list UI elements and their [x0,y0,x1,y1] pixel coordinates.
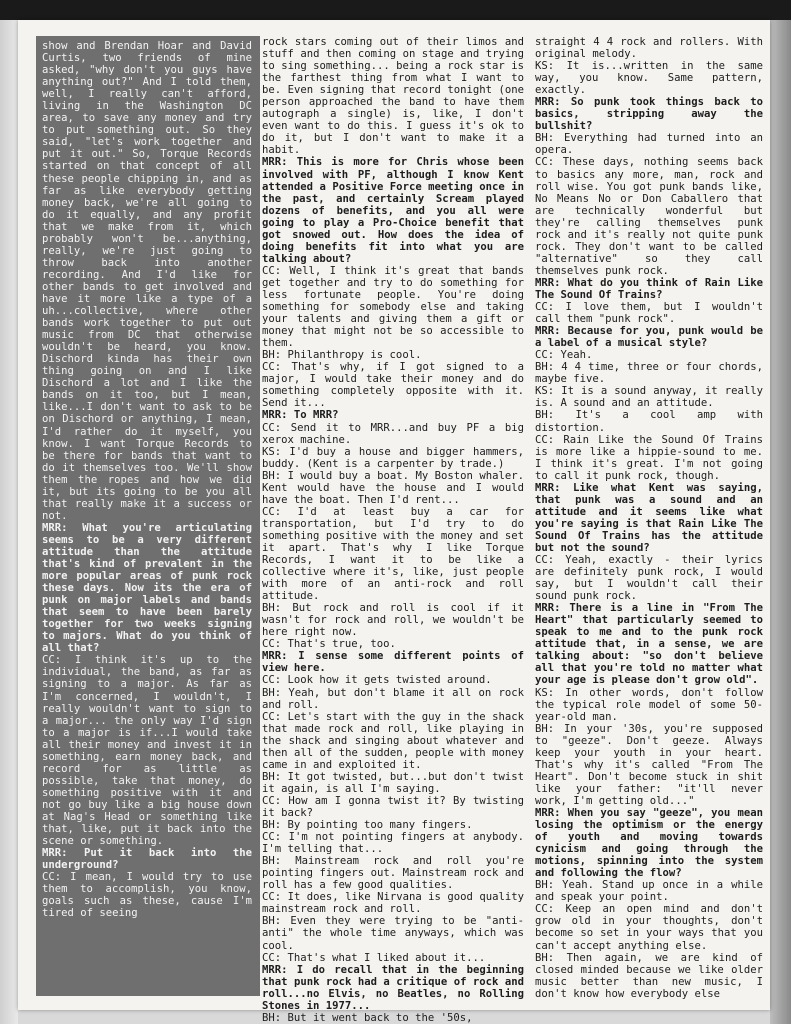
interview-answer: CC: I mean, I would try to use them to accomplish, you know, goals such as these, cause I'm tired of seeing [42,871,252,920]
text-column-3 [535,36,763,1000]
interview-answer: BH: Then again, we are kind of closed minded because we like older music better than new music, I don't know how everybody else [535,951,763,1000]
interview-answer: CC: Yeah, exactly - their lyrics are definitely punk rock, I would say, but I wouldn't call their sound punk rock. [535,554,763,603]
interview-answer: rock stars coming out of their limos and stuff and then coming on stage and trying to sing something... being a rock star is the farthest thing from what I want to be. Even signing that record tonight (one person approached the band to have them autograph a single) is, like, I don't even want to do this. I guess it's ok to do it, but I don't want to make it a habit. [262,36,524,157]
interview-answer: KS: I'd buy a house and bigger hammers, buddy. (Kent is a carpenter by trade.) [262,445,524,470]
interview-answer: BH: Yeah, but don't blame it all on rock and roll. [262,686,524,711]
interview-answer: CC: Rain Like the Sound Of Trains is more like a hippie-sound to me. I think it's great. I'm not going to call it punk rock, though. [535,433,763,482]
interview-answer: CC: Let's start with the guy in the shack that made rock and roll, like playing in the shack and singing about whatever and then all of the sudden, people with money came in and exploited it. [262,710,524,771]
page-edge [770,20,791,1024]
text-column-1 [36,36,260,996]
interview-answer: KS: It is a sound anyway, it really is. A sound and an attitude. [535,385,763,410]
interview-answer: CC: I love them, but I wouldn't call them "punk rock". [535,301,763,326]
interview-answer: CC: Send it to MRR...and buy PF a big xerox machine. [262,421,524,446]
interview-question: MRR: What you're articulating seems to be a very different attitude than the attitude that's kind of prevalent in the more popular areas of punk rock these days. Now its the era of punk on major labels and bands that seem to have been barely together for two weeks signing to majors. What do you think of all that? [42,521,252,655]
interview-answer: BH: 4 4 time, three or four chords, maybe five. [535,361,763,386]
page-spine [0,20,18,1024]
interview-answer: CC: Well, I think it's great that bands get together and try to do something for less fortunate people. You're doing something for somebody else and taking your talents and giving them a gift or money that might not be so accessible to them. [262,264,524,350]
interview-answer: BH: Philanthropy is cool. [262,349,422,362]
interview-answer: BH: It got twisted, but...but don't twist it again, is all I'm saying. [262,770,524,795]
interview-answer: BH: In your '30s, you're supposed to "geeze". Don't geeze. Always keep your youth in your heart. That's why it's called "From The Heart". Don't become stuck in shit like your father: "it'll never work, I'm getting old..." [535,722,763,807]
interview-answer: CC: That's why, if I got signed to a major, I would take their money and do something completely opposite with it. Send it... [262,361,524,410]
text-column-2 [262,36,524,1024]
interview-answer: BH: By pointing too many fingers. [262,819,473,832]
interview-question: MRR: This is more for Chris whose been involved with PF, although I know Kent attended a Positive Force meeting once in the past, and certainly Scream played dozens of benefits, and you all were going to play a Pro-Choice benefit that got snowed out. How does the idea of doing benefits fit into what you are talking about? [262,156,524,265]
interview-question: MRR: I do recall that in the beginning that punk rock had a critique of rock and roll...no Elvis, no Beatles, no Rolling Stones in 1977... [262,963,524,1012]
interview-answer: BH: Even they were trying to be "anti-anti" the whole time anyways, which was cool. [262,915,524,952]
interview-question: MRR: Put it back into the underground? [42,847,252,872]
interview-answer: CC: How am I gonna twist it? By twisting it back? [262,794,524,819]
interview-question: MRR: Because for you, punk would be a label of a musical style? [535,325,763,350]
interview-answer: CC: It does, like Nirvana is good quality mainstream rock and roll. [262,891,524,916]
interview-question: MRR: I sense some different points of view here. [262,650,524,675]
interview-answer: CC: These days, nothing seems back to basics any more, man, rock and roll wise. You got punk bands like, No Means No or Don Caballero that are technically wonderful but they're calling themselves punk rock and it's really not quite punk rock. They don't want to be called "alternative" so they call themselves punk rock. [535,156,763,277]
interview-answer: BH: Mainstream rock and roll you're pointing fingers out. Mainstream rock and roll has a few good qualities. [262,855,524,892]
interview-answer: CC: Yeah. [535,349,593,362]
interview-answer: CC: Keep an open mind and don't grow old in your thoughts, don't become so set in your ways that you can't accept anything else. [535,903,763,952]
interview-answer: CC: I'm not pointing fingers at anybody. I'm telling that... [262,831,524,856]
interview-answer: CC: That's true, too. [262,638,396,651]
interview-answer: KS: It is...written in the same way, you know. Same pattern, exactly. [535,60,763,97]
interview-answer: CC: Look how it gets twisted around. [262,674,492,687]
interview-question: MRR: There is a line in "From The Heart" that particularly seemed to speak to me and to the punk rock attitude that, in a sense, we are talking about: "so don't believe all that you're told no matter what your age is please don't grow old". [535,602,763,687]
interview-question: MRR: When you say "geeze", you mean losing the optimism or the energy of youth and moving towards cynicism and going through the motions, spinning into the system and following the flow? [535,807,763,880]
interview-question: MRR: What do you think of Rain Like The Sound Of Trains? [535,276,763,301]
interview-answer: CC: That's what I liked about it... [262,951,486,964]
interview-answer: BH: I would buy a boat. My Boston whaler. Kent would have the house and I would have the boat. Then I'd rent... [262,469,524,506]
interview-answer: KS: In other words, don't follow the typical role model of some 50-year-old man. [535,686,763,723]
interview-answer: straight 4 4 rock and rollers. With original melody. [535,36,763,61]
scan-top-band [0,0,791,20]
interview-answer: BH: But rock and roll is cool if it wasn't for rock and roll, we wouldn't be here right now. [262,602,524,639]
interview-answer: BH: But it went back to the '50s, [262,1011,473,1024]
interview-question: MRR: So punk took things back to basics, stripping away the bullshit? [535,96,763,133]
interview-answer: show and Brendan Hoar and David Curtis, two friends of mine asked, "why don't you guys have anything out?" And I told them, well, I really can't afford, living in the Washington DC area, to save any money and try to put something out. So they said, "let's work together and put it out." So, Torque Records started on that concept of all these people chipping in, and as far as like everybody getting money back, we're all going to do it equally, and any profit that we make from it, which probably won't be...anything, really, we're just going to throw back into another recording. And I'd like for other bands to get involved and have it more like a type of a uh...collective, where other bands work together to put out music from DC that otherwise wouldn't be heard, you know. Dischord kinda has their own thing going on and I like Dischord a lot and I like the bands on it too, but I mean, like...I don't want to ask to be on Dischord or anything, I mean, I'd rather do it myself, you know. I want Torque Records to be there for bands that want to do it themselves too. We'll show them the ropes and how we did it, but its going to be you all that really make it a success or not. [42,40,252,522]
interview-question: MRR: Like what Kent was saying, that punk was a sound and an attitude and it seems like what you're saying is that Rain Like The Sound Of Trains has the attitude but not the sound? [535,481,763,554]
interview-question: MRR: To MRR? [262,409,339,422]
interview-answer: BH: Everything had turned into an opera. [535,132,763,157]
interview-answer: BH: Yeah. Stand up once in a while and speak your point. [535,879,763,904]
interview-answer: BH: It's a cool amp with distortion. [535,409,763,434]
interview-answer: CC: I think it's up to the individual, the band, as far as signing to a major. As far as I'm concerned, I wouldn't, I really wouldn't want to sign to a major... the only way I'd sign to a major is if...I would take all their money and invest it in something, earn money back, and record for as little as possible, take that money, do something positive with it and not go buy like a big house down at Nag's Head or something like that, like, put it back into the scene or something. [42,654,252,848]
interview-answer: CC: I'd at least buy a car for transportation, but I'd try to do something positive with the money and set it apart. That's why I like Torque Records, I want it to be like a collective where it's, like, just people with more of an anti-rock and roll attitude. [262,505,524,603]
